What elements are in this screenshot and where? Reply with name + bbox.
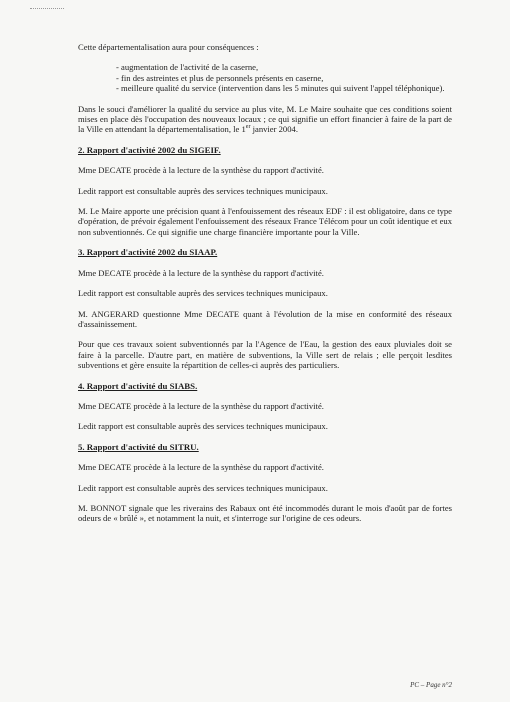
list-item: - meilleure qualité du service (intervention dans les 5 minutes qui suivent l'appel téléphonique). xyxy=(116,83,445,94)
list-item: - augmentation de l'activité de la caserne, xyxy=(116,62,259,73)
paragraph: Ledit rapport est consultable auprès des services techniques municipaux. xyxy=(78,288,328,299)
paragraph: M. BONNOT signale que les riverains des Rabaux ont été incommodés durant le mois d'août par de fortes odeurs de « brûlé », et notamment la nuit, et s'interroge sur l'origine de ces odeurs. xyxy=(78,502,452,524)
paragraph: Mme DECATE procède à la lecture de la synthèse du rapport d'activité. xyxy=(78,400,324,411)
intro-lead: Cette départementalisation aura pour conséquences : xyxy=(78,42,259,52)
section-heading-siaap: 3. Rapport d'activité 2002 du SIAAP. xyxy=(78,247,218,258)
paragraph: M. Le Maire apporte une précision quant à l'enfouissement des réseaux EDF : il est obligatoire, dans ce type d'opération, de prévoir également l'enfouissement des réseaux France Télécom pour un coût identique et eux non subventionnés. Ce qui signifie une charge financière importante pour la Ville. xyxy=(78,206,452,237)
paragraph: Mme DECATE procède à la lecture de la synthèse du rapport d'activité. xyxy=(78,267,324,278)
ordinal-superscript: er xyxy=(245,124,251,131)
paragraph: Ledit rapport est consultable auprès des services techniques municipaux. xyxy=(78,185,328,196)
scan-artifact xyxy=(30,8,64,13)
paragraph: M. ANGERARD questionne Mme DECATE quant à l'évolution de la mise en conformité des réseaux d'assainissement. xyxy=(78,308,452,329)
intro-conclusion xyxy=(78,104,452,135)
section-heading-sigeif: 2. Rapport d'activité 2002 du SIGEIF. xyxy=(78,144,221,155)
paragraph: Mme DECATE procède à la lecture de la synthèse du rapport d'activité. xyxy=(78,165,324,176)
paragraph: Mme DECATE procède à la lecture de la synthèse du rapport d'activité. xyxy=(78,462,324,473)
paragraph: Ledit rapport est consultable auprès des services techniques municipaux. xyxy=(78,421,328,432)
section-heading-siabs: 4. Rapport d'activité du SIABS. xyxy=(78,380,198,391)
page-footer: PC – Page n°2 xyxy=(410,681,452,689)
paragraph: Pour que ces travaux soient subventionnés par la l'Agence de l'Eau, la gestion des eaux pluviales doit se faire à la parcelle. D'autre part, en matière de subventions, la Ville sert de relais ; elle perçoit lesdites subventions et gère ensuite la répartition de celles-ci auprès des particuliers. xyxy=(78,339,452,371)
list-item: - fin des astreintes et plus de personnels présents en caserne, xyxy=(116,72,324,83)
consequence-list xyxy=(116,62,452,93)
section-heading-sitru: 5. Rapport d'activité du SITRU. xyxy=(78,441,199,452)
paragraph: Ledit rapport est consultable auprès des services techniques municipaux. xyxy=(78,482,328,493)
conclusion-date: janvier 2004. xyxy=(250,124,298,135)
conclusion-text: Dans le souci d'améliorer la qualité du service au plus vite, M. Le Maire souhaite que ces conditions soient mises en place dès l'occupation des nouveaux locaux ; ce qui signifie un effort financier à faire de la part de la Ville en attendant la départementalisation, le 1 xyxy=(78,103,452,135)
